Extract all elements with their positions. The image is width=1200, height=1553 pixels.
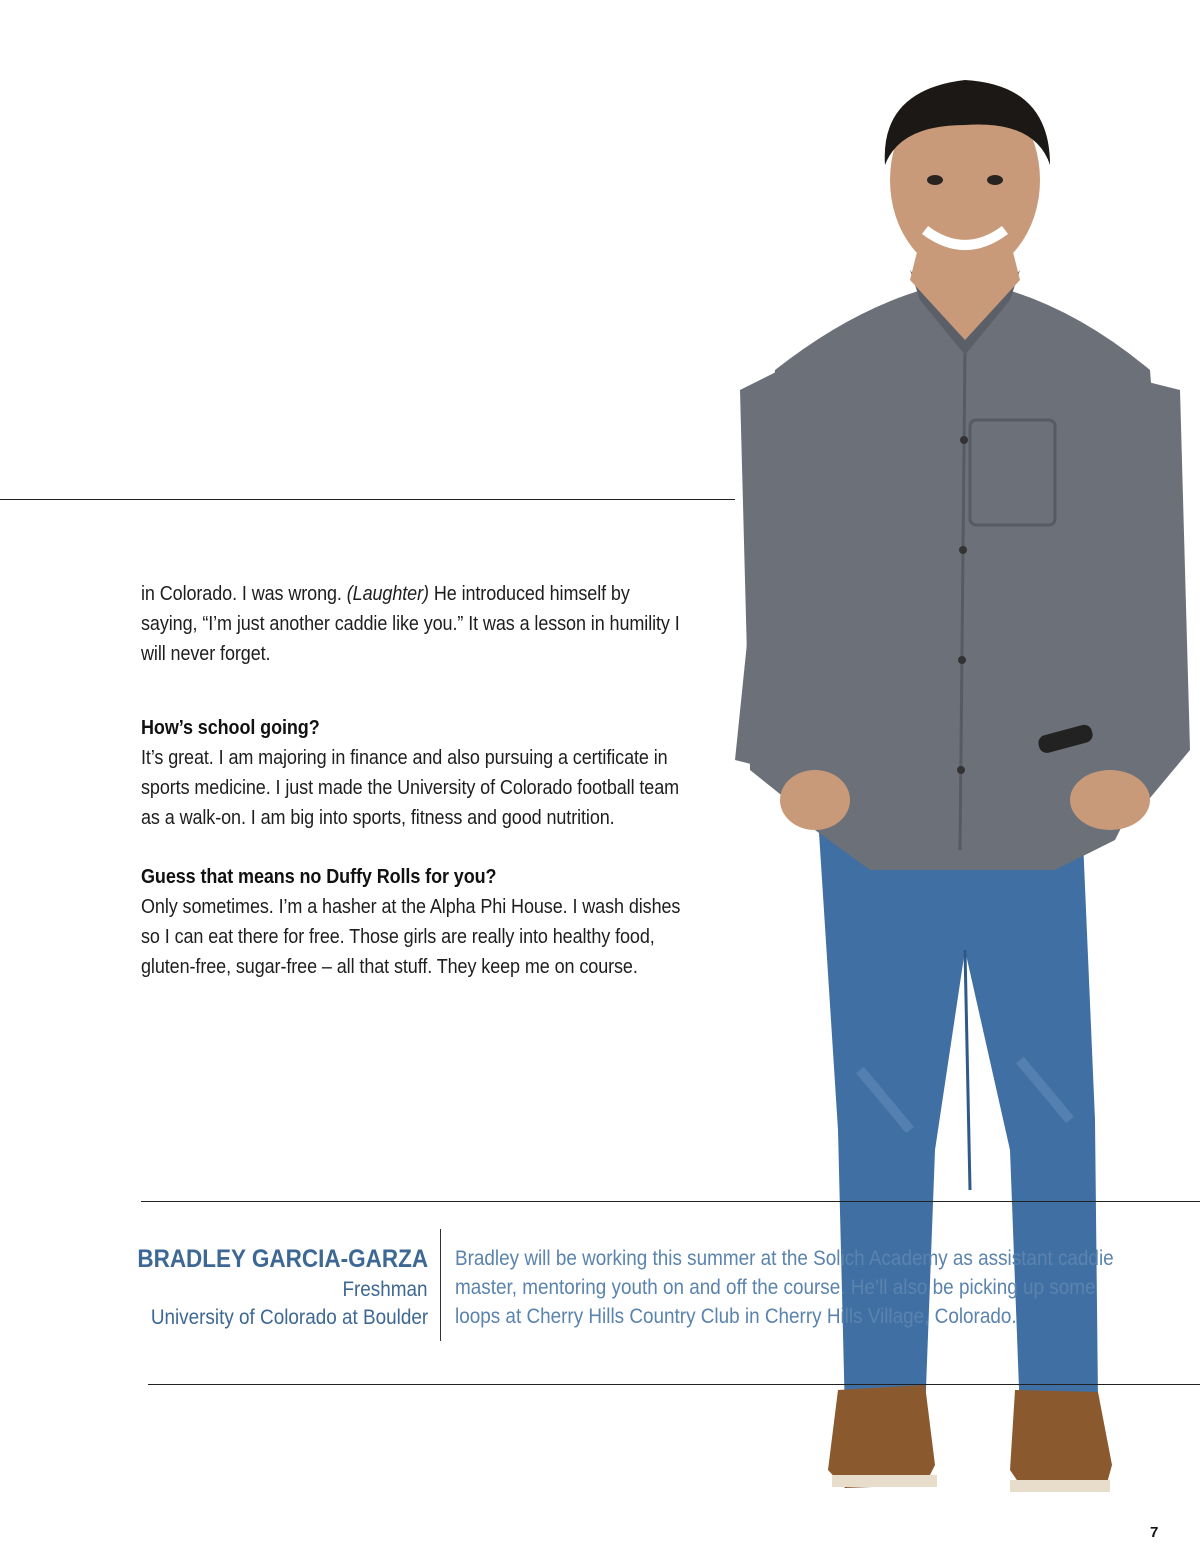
story-intro (141, 579, 681, 669)
answer-duffy-rolls: Only sometimes. I’m a hasher at the Alpha Phi House. I wash dishes so I can eat there for free. Those girls are really into healthy food, gluten-free, sugar-free – all that stuff. They keep me on course. (141, 896, 681, 978)
profile-bio: Bradley will be working this summer at the Solich Academy as assistant caddie master, mentoring youth on and off the course. He’ll also be picking up some loops at Cherry Hills Country Club in Cherry Hills Village, Colorado. (455, 1247, 1114, 1328)
profile-bottom-rule (148, 1384, 1200, 1385)
page-number: 7 (1150, 1524, 1159, 1541)
profile-divider (440, 1229, 441, 1341)
profile-school: University of Colorado at Boulder (150, 1306, 428, 1329)
intro-part1: in Colorado. I was wrong. (141, 583, 347, 605)
profile-top-rule (141, 1201, 1200, 1202)
laughter-aside: (Laughter) (346, 583, 429, 605)
intro-part2: He introduced himself by saying, “I’m just another caddie like you.” It was a lesson in humility I will never forget. (141, 583, 680, 665)
left-shoe (828, 1385, 935, 1488)
top-rule (0, 499, 735, 500)
answer-school: It’s great. I am majoring in finance and also pursuing a certificate in sports medicine. I just made the University of Colorado football team as a walk-on. I am big into sports, fitness and good nutrition. (141, 747, 680, 829)
qa-block-2 (141, 862, 681, 982)
right-shoe (1010, 1390, 1112, 1492)
intro-paragraph (141, 579, 681, 669)
profile-year: Freshman (342, 1278, 428, 1301)
question-duffy-rolls: Guess that means no Duffy Rolls for you? (141, 866, 497, 888)
qa-block-1 (141, 713, 681, 833)
question-school: How’s school going? (141, 717, 320, 739)
profile-name: BRADLEY GARCIA-GARZA (137, 1245, 428, 1273)
